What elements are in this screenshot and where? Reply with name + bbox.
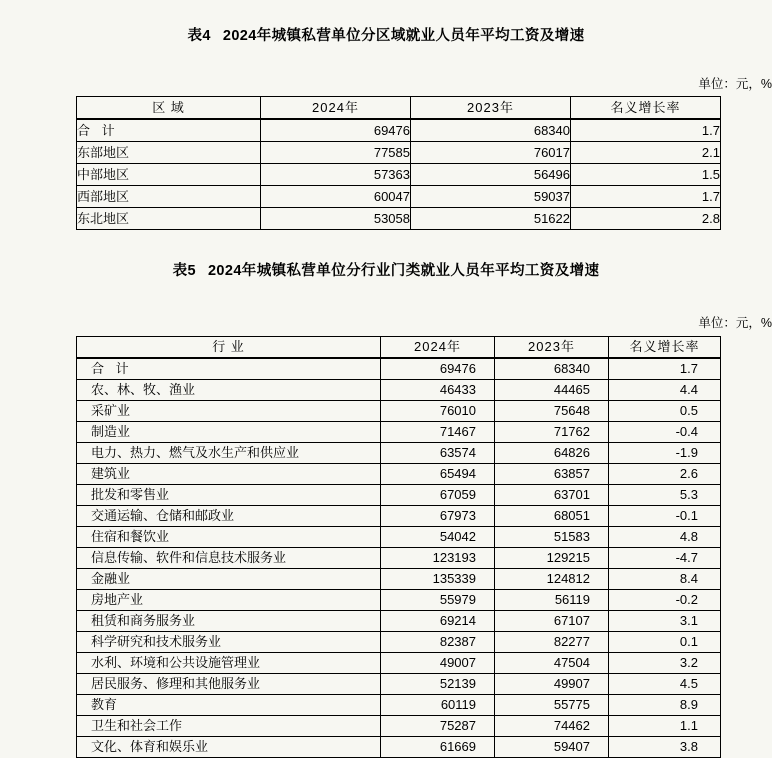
row-growth-rate: 8.4	[609, 569, 721, 590]
row-growth-rate: 0.5	[609, 401, 721, 422]
row-value-2023: 59407	[495, 737, 609, 758]
table5-col-2024: 2024年	[381, 337, 495, 359]
row-value-2023: 124812	[495, 569, 609, 590]
row-label: 信息传输、软件和信息技术服务业	[77, 548, 381, 569]
row-label: 教育	[77, 695, 381, 716]
row-value-2024: 65494	[381, 464, 495, 485]
row-value-2023: 68340	[411, 119, 571, 142]
table-row	[77, 164, 721, 186]
row-value-2024: 67059	[381, 485, 495, 506]
table-row	[77, 422, 721, 443]
row-value-2024: 52139	[381, 674, 495, 695]
row-growth-rate: 2.6	[609, 464, 721, 485]
table-row	[77, 737, 721, 758]
row-value-2023: 71762	[495, 422, 609, 443]
table-row	[77, 506, 721, 527]
table-row	[77, 208, 721, 230]
table4-header-row	[77, 97, 721, 120]
table-row	[77, 548, 721, 569]
row-value-2023: 129215	[495, 548, 609, 569]
table5-body	[77, 358, 721, 758]
table-row	[77, 674, 721, 695]
row-growth-rate: -4.7	[609, 548, 721, 569]
row-value-2024: 69214	[381, 611, 495, 632]
row-growth-rate: 3.8	[609, 737, 721, 758]
table5-container	[76, 336, 721, 758]
row-label: 卫生和社会工作	[77, 716, 381, 737]
row-value-2023: 44465	[495, 380, 609, 401]
table4-title-number: 表4	[187, 28, 211, 44]
row-value-2023: 67107	[495, 611, 609, 632]
row-value-2024: 77585	[261, 142, 411, 164]
row-growth-rate: 1.7	[609, 358, 721, 380]
row-label: 农、林、牧、渔业	[77, 380, 381, 401]
row-growth-rate: 5.3	[609, 485, 721, 506]
row-growth-rate: 2.8	[571, 208, 721, 230]
table-row	[77, 590, 721, 611]
row-value-2024: 71467	[381, 422, 495, 443]
row-growth-rate: -0.4	[609, 422, 721, 443]
table-row	[77, 632, 721, 653]
table-row	[77, 358, 721, 380]
table4	[76, 96, 721, 230]
row-growth-rate: 3.2	[609, 653, 721, 674]
table4-col-region: 区 域	[77, 97, 261, 120]
row-value-2023: 47504	[495, 653, 609, 674]
table5-title	[0, 259, 772, 280]
table4-title	[0, 24, 772, 45]
row-value-2023: 63857	[495, 464, 609, 485]
table4-col-2023: 2023年	[411, 97, 571, 120]
row-label: 东部地区	[77, 142, 261, 164]
row-label: 科学研究和技术服务业	[77, 632, 381, 653]
row-growth-rate: 0.1	[609, 632, 721, 653]
table-row	[77, 464, 721, 485]
row-value-2024: 67973	[381, 506, 495, 527]
row-label: 制造业	[77, 422, 381, 443]
row-label: 金融业	[77, 569, 381, 590]
row-label: 文化、体育和娱乐业	[77, 737, 381, 758]
row-value-2024: 46433	[381, 380, 495, 401]
row-label: 合 计	[77, 119, 261, 142]
row-label: 中部地区	[77, 164, 261, 186]
table4-col-growth: 名义增长率	[571, 97, 721, 120]
row-growth-rate: 2.1	[571, 142, 721, 164]
row-value-2024: 69476	[261, 119, 411, 142]
row-value-2023: 59037	[411, 186, 571, 208]
row-label: 房地产业	[77, 590, 381, 611]
table-row	[77, 569, 721, 590]
table-row	[77, 716, 721, 737]
table-row	[77, 142, 721, 164]
row-label: 采矿业	[77, 401, 381, 422]
row-value-2024: 57363	[261, 164, 411, 186]
row-label: 交通运输、仓储和邮政业	[77, 506, 381, 527]
row-growth-rate: 1.5	[571, 164, 721, 186]
table4-title-text: 2024年城镇私营单位分区域就业人员年平均工资及增速	[222, 28, 585, 44]
row-growth-rate: -0.1	[609, 506, 721, 527]
table-row	[77, 186, 721, 208]
row-value-2023: 68051	[495, 506, 609, 527]
row-label: 租赁和商务服务业	[77, 611, 381, 632]
row-label: 建筑业	[77, 464, 381, 485]
row-value-2023: 63701	[495, 485, 609, 506]
table-row	[77, 380, 721, 401]
row-label: 水利、环境和公共设施管理业	[77, 653, 381, 674]
row-value-2023: 74462	[495, 716, 609, 737]
row-growth-rate: 3.1	[609, 611, 721, 632]
row-value-2024: 53058	[261, 208, 411, 230]
table-row	[77, 485, 721, 506]
row-growth-rate: 8.9	[609, 695, 721, 716]
row-growth-rate: -0.2	[609, 590, 721, 611]
row-value-2023: 64826	[495, 443, 609, 464]
row-growth-rate: -1.9	[609, 443, 721, 464]
table4-body	[77, 119, 721, 230]
table5-unit-label: 单位：元，%	[698, 316, 772, 330]
row-growth-rate: 4.5	[609, 674, 721, 695]
row-value-2024: 76010	[381, 401, 495, 422]
table5-title-number: 表5	[172, 263, 196, 279]
row-value-2023: 56119	[495, 590, 609, 611]
row-value-2024: 61669	[381, 737, 495, 758]
row-value-2023: 68340	[495, 358, 609, 380]
table-row	[77, 611, 721, 632]
row-growth-rate: 1.7	[571, 119, 721, 142]
table4-col-2024: 2024年	[261, 97, 411, 120]
table5-col-2023: 2023年	[495, 337, 609, 359]
row-value-2024: 63574	[381, 443, 495, 464]
row-label: 东北地区	[77, 208, 261, 230]
row-value-2024: 60047	[261, 186, 411, 208]
row-value-2024: 49007	[381, 653, 495, 674]
table4-container	[76, 96, 721, 230]
table-row	[77, 527, 721, 548]
row-label: 住宿和餐饮业	[77, 527, 381, 548]
table5-title-text: 2024年城镇私营单位分行业门类就业人员年平均工资及增速	[207, 263, 600, 279]
row-value-2024: 123193	[381, 548, 495, 569]
table5-col-growth: 名义增长率	[609, 337, 721, 359]
table4-unit-label: 单位：元，%	[698, 77, 772, 91]
table5-header-row	[77, 337, 721, 359]
row-label: 合 计	[77, 358, 381, 380]
row-value-2023: 49907	[495, 674, 609, 695]
table-row	[77, 653, 721, 674]
table-row	[77, 443, 721, 464]
table-row	[77, 401, 721, 422]
row-growth-rate: 1.1	[609, 716, 721, 737]
table-row	[77, 119, 721, 142]
row-value-2023: 56496	[411, 164, 571, 186]
row-label: 批发和零售业	[77, 485, 381, 506]
row-label: 电力、热力、燃气及水生产和供应业	[77, 443, 381, 464]
row-value-2023: 75648	[495, 401, 609, 422]
row-value-2024: 75287	[381, 716, 495, 737]
table5-col-industry: 行 业	[77, 337, 381, 359]
row-value-2024: 54042	[381, 527, 495, 548]
row-growth-rate: 4.4	[609, 380, 721, 401]
row-label: 居民服务、修理和其他服务业	[77, 674, 381, 695]
row-value-2024: 55979	[381, 590, 495, 611]
row-value-2023: 76017	[411, 142, 571, 164]
row-value-2024: 135339	[381, 569, 495, 590]
row-value-2023: 51583	[495, 527, 609, 548]
table5	[76, 336, 721, 758]
row-value-2024: 69476	[381, 358, 495, 380]
row-value-2023: 51622	[411, 208, 571, 230]
row-value-2023: 55775	[495, 695, 609, 716]
row-growth-rate: 1.7	[571, 186, 721, 208]
table-row	[77, 695, 721, 716]
row-value-2023: 82277	[495, 632, 609, 653]
row-growth-rate: 4.8	[609, 527, 721, 548]
row-label: 西部地区	[77, 186, 261, 208]
row-value-2024: 60119	[381, 695, 495, 716]
row-value-2024: 82387	[381, 632, 495, 653]
